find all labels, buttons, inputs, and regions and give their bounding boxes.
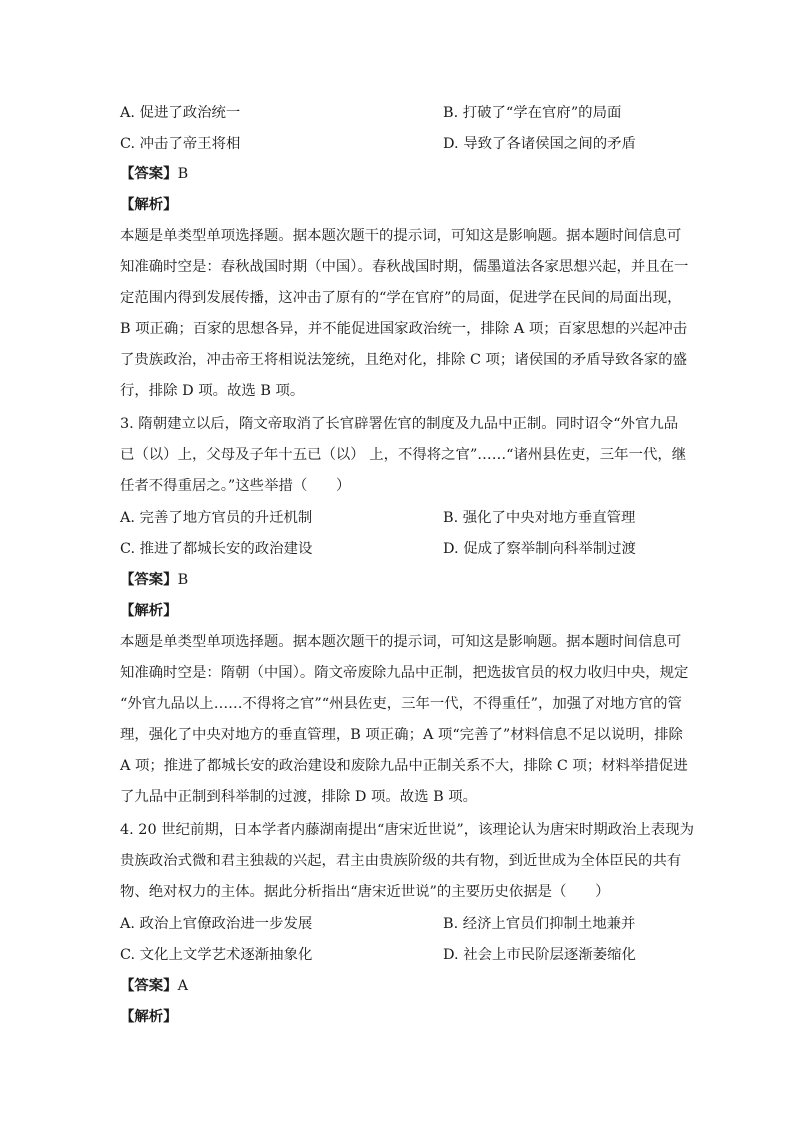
question-stem-line: 物、绝对权力的主体。据此分析指出“唐宋近世说”的主要历史依据是（ ） xyxy=(120,884,610,900)
analysis-heading: 【解析】 xyxy=(120,602,178,619)
option-c: C. 文化上文学艺术逐渐抽象化 xyxy=(120,947,313,963)
analysis-heading: 【解析】 xyxy=(120,196,178,213)
option-d: D. 导致了各诸侯国之间的矛盾 xyxy=(443,136,636,152)
question-stem-line: 贵族政治式微和君主独裁的兴起，君主由贵族阶级的共有物，到近世成为全体臣民的共有 xyxy=(120,853,682,869)
analysis-text-line: 本题是单类型单项选择题。据本题次题干的提示词，可知这是影响题。据本题时间信息可 xyxy=(120,228,682,244)
option-b: B. 打破了“学在官府”的局面 xyxy=(443,105,622,121)
analysis-text-line: 本题是单类型单项选择题。据本题次题干的提示词，可知这是影响题。据本题时间信息可 xyxy=(120,634,682,650)
analysis-heading: 【解析】 xyxy=(120,1008,178,1025)
analysis-text-line: 理，强化了中央对地方的垂直管理，B 项正确；A 项“完善了”材料信息不足以说明，排除 xyxy=(120,727,683,743)
option-b: B. 经济上官员们抑制土地兼并 xyxy=(443,916,636,932)
question-stem-line: 任者不得重居之。”这些举措（ ） xyxy=(120,478,351,494)
option-b: B. 强化了中央对地方垂直管理 xyxy=(443,510,636,526)
option-a: A. 完善了地方官员的升迁机制 xyxy=(120,510,313,526)
analysis-text-line: 行，排除 D 项。故选 B 项。 xyxy=(120,383,305,399)
option-c: C. 推进了都城长安的政治建设 xyxy=(120,541,313,557)
answer-line: 【答案】A xyxy=(120,977,188,994)
analysis-text-line: 了九品中正制到科举制的过渡，排除 D 项。故选 B 项。 xyxy=(120,789,478,805)
question-stem-line: 4. 20 世纪前期，日本学者内藤湖南提出“唐宋近世说”，该理论认为唐宋时期政治上表现为 xyxy=(120,822,694,838)
analysis-text-line: A 项；推进了都城长安的政治建设和废除九品中正制关系不大，排除 C 项；材料举措促进 xyxy=(120,758,688,774)
option-a: A. 政治上官僚政治进一步发展 xyxy=(120,916,313,932)
question-stem-line: 3. 隋朝建立以后，隋文帝取消了长官辟署佐官的制度及九品中正制。同时诏令“外官九品 xyxy=(120,416,679,432)
analysis-text-line: B 项正确；百家的思想各异，并不能促进国家政治统一，排除 A 项；百家思想的兴起冲击 xyxy=(120,321,688,337)
analysis-text-line: 知准确时空是：隋朝（中国）。隋文帝废除九品中正制，把选拔官员的权力收归中央，规定 xyxy=(120,665,689,681)
analysis-text-line: “外官九品以上……不得将之官”“州县佐吏，三年一代，不得重任”，加强了对地方官的管 xyxy=(120,696,682,712)
question-stem-line: 已（以）上，父母及子年十五已（以） 上，不得将之官”……“诸州县佐吏，三年一代，继 xyxy=(120,447,687,463)
option-a: A. 促进了政治统一 xyxy=(120,105,241,121)
answer-line: 【答案】B xyxy=(120,165,189,182)
analysis-text-line: 了贵族政治，冲击帝王将相说法笼统，且绝对化，排除 C 项；诸侯国的矛盾导致各家的盛 xyxy=(120,352,688,368)
analysis-text-line: 知准确时空是：春秋战国时期（中国）。春秋战国时期，儒墨道法各家思想兴起，并且在一 xyxy=(120,259,689,275)
option-d: D. 社会上市民阶层逐渐萎缩化 xyxy=(443,947,636,963)
option-c: C. 冲击了帝王将相 xyxy=(120,136,241,152)
answer-line: 【答案】B xyxy=(120,571,189,588)
option-d: D. 促成了察举制向科举制过渡 xyxy=(443,541,636,557)
analysis-text-line: 定范围内得到发展传播，这冲击了原有的“学在官府”的局面，促进学在民间的局面出现， xyxy=(120,290,682,306)
